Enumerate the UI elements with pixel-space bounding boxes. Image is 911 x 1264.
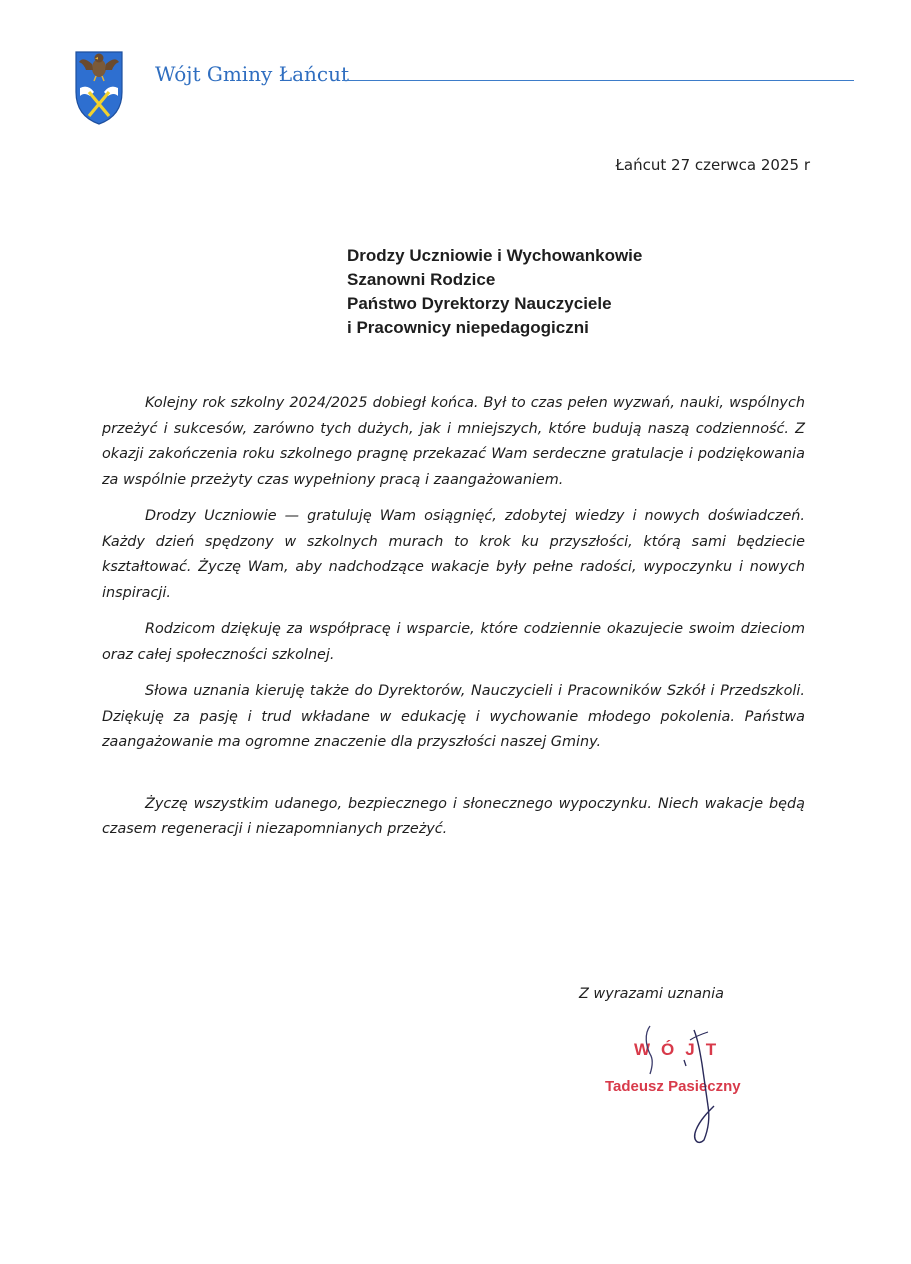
handwritten-signature	[580, 1022, 800, 1152]
stamp-name: Tadeusz Pasieczny	[605, 1078, 741, 1095]
official-stamp	[580, 1022, 800, 1152]
stamp-title: WÓJT	[634, 1040, 728, 1059]
body-paragraph: Słowa uznania kieruję także do Dyrektorów, Nauczycieli i Pracowników Szkół i Przedszkoli. Dziękuję za pasję i trud wkładane w edukację i wychowanie młodego pokolenia. Państwa zaangażowanie ma ogromne znaczenie dla przyszłości naszej Gminy.	[102, 683, 805, 750]
letterhead-divider	[342, 80, 854, 81]
body-paragraph: Kolejny rok szkolny 2024/2025 dobiegł końca. Był to czas pełen wyzwań, nauki, wspólnych przeżyć i sukcesów, zarówno tych dużych, jak i mniejszych, które budują naszą codzienność. Z okazji zakończenia roku szkolnego pragnę przekazać Wam serdeczne gratulacje i podziękowania za wspólnie przeżyty czas wypełniony pracą i zaangażowaniem.	[102, 395, 805, 488]
recipient-line: Państwo Dyrektorzy Nauczyciele	[347, 294, 612, 313]
recipient-line: Szanowni Rodzice	[347, 270, 496, 289]
letter-body	[102, 391, 805, 854]
body-paragraph: Rodzicom dziękuję za współpracę i wsparcie, które codziennie okazujecie swoim dzieciom oraz całej społeczności szkolnej.	[102, 621, 805, 663]
recipient-line: i Pracownicy niepedagogiczni	[347, 318, 589, 337]
body-paragraph: Drodzy Uczniowie — gratuluję Wam osiągnięć, zdobytej wiedzy i nowych doświadczeń. Każdy dzień spędzony w szkolnych murach to krok ku przyszłości, którą sami będziecie kształtować. Życzę Wam, aby nadchodzące wakacje były pełne radości, wypoczynku i nowych inspiracji.	[102, 508, 805, 601]
recipients-block	[347, 244, 807, 340]
office-name: Wójt Gminy Łańcut	[155, 62, 350, 86]
coat-of-arms-icon	[74, 48, 124, 126]
recipient-line: Drodzy Uczniowie i Wychowankowie	[347, 246, 643, 265]
body-paragraph: Życzę wszystkim udanego, bezpiecznego i słonecznego wypoczynku. Niech wakacje będą czasem regeneracji i niezapomnianych przeżyć.	[102, 795, 805, 837]
closing-phrase: Z wyrazami uznania	[579, 986, 724, 1002]
letter-date: Łańcut 27 czerwca 2025 r	[615, 156, 810, 174]
letterhead	[74, 48, 854, 128]
